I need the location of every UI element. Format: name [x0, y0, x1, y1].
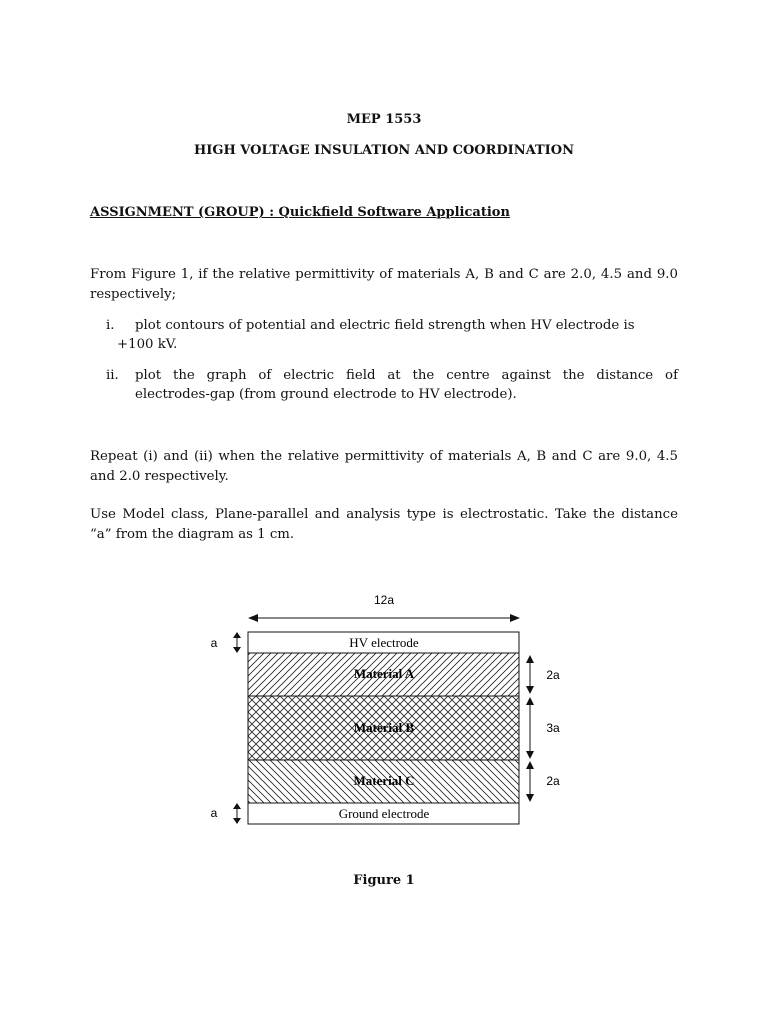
model-paragraph: Use Model class, Plane-parallel and analysis type is electrostatic. Take the distance “a” from the diagram as 1 cm. — [90, 507, 678, 542]
figure-caption: Figure 1 — [353, 873, 415, 888]
item-1-line-1: plot contours of potential and electric field strength when HV electrode is — [135, 318, 635, 333]
top-a-down-arrow — [233, 647, 241, 653]
bottom-a-label: a — [210, 806, 218, 820]
item-2-number: ii. — [106, 368, 119, 383]
repeat-paragraph: Repeat (i) and (ii) when the relative permittivity of materials A, B and C are 9.0, 4.5 and 2.0 respectively. — [90, 449, 678, 484]
ground-electrode-label: Ground electrode — [338, 806, 430, 821]
bottom-a-down-arrow — [233, 818, 241, 824]
top-a-up-arrow — [233, 632, 241, 638]
material-a-label: Material A — [353, 666, 415, 681]
left-arrowhead — [248, 614, 258, 622]
item-1-number: i. — [106, 318, 115, 333]
width-label: 12a — [373, 593, 395, 607]
bottom-a-up-arrow — [233, 803, 241, 809]
material-b-label: Material B — [353, 720, 415, 735]
course-code: MEP 1553 — [346, 112, 422, 127]
item-1-line-2: +100 kV. — [117, 337, 178, 352]
material-b-dim-label: 3a — [546, 721, 560, 735]
right-arrowhead — [510, 614, 520, 622]
item-2-line-2: electrodes-gap (from ground electrode to HV electrode). — [135, 387, 517, 402]
hv-electrode-label: HV electrode — [349, 635, 419, 650]
top-a-label: a — [210, 636, 218, 650]
item-2-line-1: plot the graph of electric field at the centre against the distance of — [135, 368, 678, 383]
material-a-dim-label: 2a — [546, 668, 560, 682]
course-title: HIGH VOLTAGE INSULATION AND COORDINATION — [194, 143, 574, 158]
intro-paragraph: From Figure 1, if the relative permittivity of materials A, B and C are 2.0, 4.5 and 9.0 respectively; — [90, 267, 678, 302]
material-c-label: Material C — [353, 773, 415, 788]
assignment-heading: ASSIGNMENT (GROUP) : Quickfield Software Application — [90, 205, 510, 220]
material-c-dim-label: 2a — [546, 774, 560, 788]
